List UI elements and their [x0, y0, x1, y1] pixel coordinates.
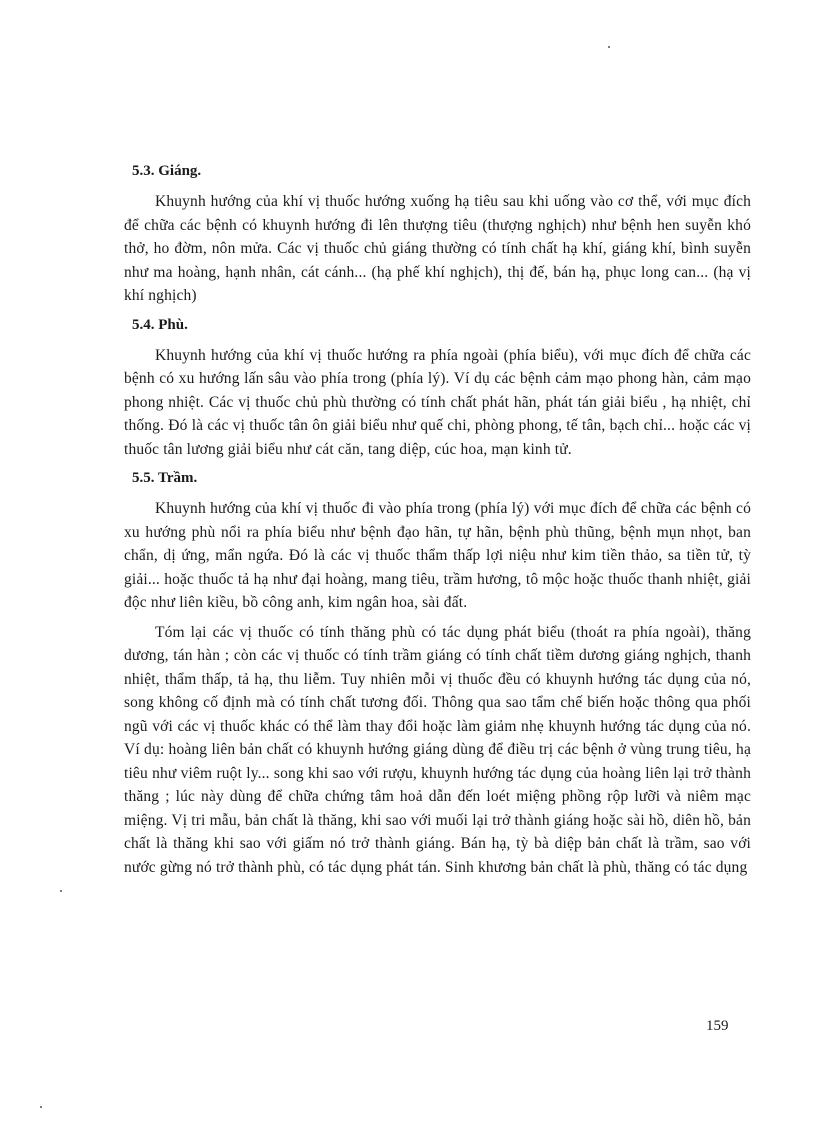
section-giang — [124, 160, 751, 308]
body-paragraph: Khuynh hướng của khí vị thuốc hướng xuống hạ tiêu sau khi uống vào cơ thể, với mục đích để chữa các bệnh có khuynh hướng đi lên thượng tiêu (thượng nghịch) như bệnh hen suyễn khó thở, ho đờm, nôn mửa. Các vị thuốc chủ giáng thường có tính chất hạ khí, giáng khí, bình suyễn như ma hoàng, hạnh nhân, cát cánh... (hạ phế khí nghịch), thị đế, bán hạ, phục long can... (hạ vị khí nghịch) — [124, 193, 751, 304]
body-paragraph: Khuynh hướng của khí vị thuốc đi vào phía trong (phía lý) với mục đích để chữa các bệnh có xu hướng phù nổi ra phía biểu như bệnh đạo hãn, tự hãn, bệnh phù thũng, bệnh mụn nhọt, ban chẩn, dị ứng, mẩn ngứa. Đó là các vị thuốc thẩm thấp lợi niệu như kim tiền thảo, sa tiền tử, tỳ giải... hoặc thuốc tả hạ như đại hoàng, mang tiêu, trầm hương, tô mộc hoặc thuốc thanh nhiệt, giải độc như liên kiều, bồ công anh, kim ngân hoa, sài đất. — [124, 500, 751, 611]
page-number: 159 — [706, 1018, 729, 1034]
section-heading: 5.4. Phù. — [132, 316, 188, 333]
body-paragraph: Khuynh hướng của khí vị thuốc hướng ra phía ngoài (phía biểu), với mục đích để chữa các bệnh có xu hướng lấn sâu vào phía trong (phía lý). Ví dụ các bệnh cảm mạo phong hàn, cảm mạo phong nhiệt. Các vị thuốc chủ phù thường có tính chất phát hãn, phát tán giải biểu , hạ nhiệt, chỉ thống. Đó là các vị thuốc tân ôn giải biểu như quế chi, phòng phong, tế tân, bạch chỉ... hoặc các vị thuốc tân lương giải biểu như cát căn, tang diệp, cúc hoa, mạn kinh tử. — [124, 346, 751, 458]
section-tram — [124, 467, 751, 879]
scan-speck — [60, 890, 62, 892]
section-heading: 5.5. Trầm. — [132, 470, 198, 486]
page-content — [124, 160, 751, 885]
scan-speck — [608, 46, 610, 48]
section-phu — [124, 314, 751, 462]
section-heading: 5.3. Giáng. — [132, 163, 202, 179]
scan-speck — [40, 1106, 42, 1108]
summary-paragraph: Tóm lại các vị thuốc có tính thăng phù có tác dụng phát biểu (thoát ra phía ngoài), thăng dương, tán hàn ; còn các vị thuốc có tính trầm giáng có tính chất tiềm dương giáng nghịch, thanh nhiệt, thẩm thấp, tả hạ, thu liễm. Tuy nhiên mỗi vị thuốc đều có khuynh hướng tác dụng của nó, song không cố định mà có tính chất tương đối. Thông qua sao tẩm chế biến hoặc thông qua phối ngũ với các vị thuốc khác có thể làm thay đổi hoặc làm giảm nhẹ khuynh hướng tác dụng của nó. Ví dụ: hoàng liên bản chất có khuynh hướng giáng dùng để điều trị các bệnh ở vùng trung tiêu, hạ tiêu như viêm ruột ly... song khi sao với rượu, khuynh hướng tác dụng của hoàng liên lại trở thành thăng ; lúc này dùng để chữa chứng tâm hoả dẫn đến loét miệng phồng rộp lưỡi và niêm mạc miệng. Vị tri mẫu, bản chất là thăng, khi sao với muối lại trở thành giáng hoặc sài hồ, diên hồ, bản chất là thăng khi sao với giấm nó trở thành giáng. Bán hạ, tỳ bà diệp bản chất là trầm, sao với nước gừng nó trở thành phù, có tác dụng phát tán. Sinh khương bản chất là phù, thăng có tác dụng — [124, 623, 751, 876]
